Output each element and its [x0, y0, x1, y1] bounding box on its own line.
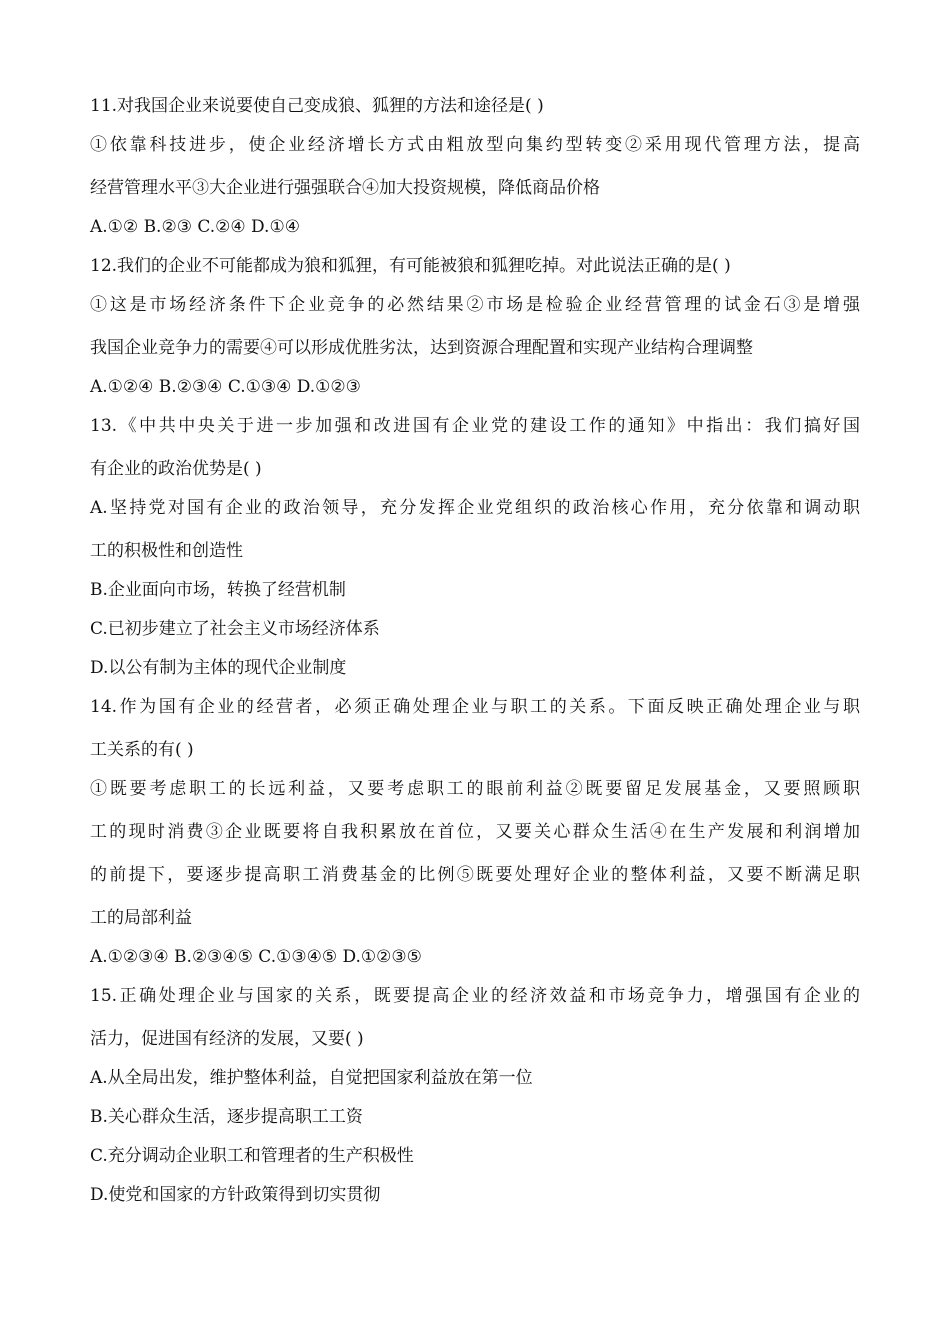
answer-options: A.①②④ B.②③④ C.①③④ D.①②③ [90, 377, 361, 397]
question-statements: 工的现时消费③企业既要将自我积累放在首位，又要关心群众生活④在生产发展和利润增加 [90, 822, 860, 842]
question-stem: 11.对我国企业来说要使自己变成狼、狐狸的方法和途径是( ) [90, 96, 544, 116]
option-b: B.关心群众生活，逐步提高职工工资 [90, 1107, 363, 1127]
question-statements: 我国企业竞争力的需要④可以形成优胜劣汰，达到资源合理配置和实现产业结构合理调整 [90, 338, 753, 358]
document-page [90, 96, 860, 1224]
option-c: C.已初步建立了社会主义市场经济体系 [90, 619, 380, 639]
option-a: A.坚持党对国有企业的政治领导，充分发挥企业党组织的政治核心作用，充分依靠和调动职 [90, 498, 860, 518]
question-stem: 工关系的有( ) [90, 740, 194, 760]
option-a: A.从全局出发，维护整体利益，自觉把国家利益放在第一位 [90, 1068, 533, 1088]
question-statements: ①既要考虑职工的长远利益，又要考虑职工的眼前利益②既要留足发展基金，又要照顾职 [90, 779, 860, 799]
question-statements: 的前提下，要逐步提高职工消费基金的比例⑤既要处理好企业的整体利益，又要不断满足职 [90, 865, 860, 885]
question-stem: 12.我们的企业不可能都成为狼和狐狸，有可能被狼和狐狸吃掉。对此说法正确的是( ) [90, 256, 731, 276]
option-b: B.企业面向市场，转换了经营机制 [90, 580, 346, 600]
question-12 [90, 256, 860, 397]
question-statements: 经营管理水平③大企业进行强强联合④加大投资规模，降低商品价格 [90, 178, 600, 198]
question-stem: 有企业的政治优势是( ) [90, 459, 262, 479]
option-a: 工的积极性和创造性 [90, 541, 243, 561]
option-d: D.以公有制为主体的现代企业制度 [90, 658, 347, 678]
option-c: C.充分调动企业职工和管理者的生产积极性 [90, 1146, 414, 1166]
answer-options: A.①② B.②③ C.②④ D.①④ [90, 217, 300, 237]
question-stem: 13.《中共中央关于进一步加强和改进国有企业党的建设工作的通知》中指出：我们搞好国 [90, 416, 860, 436]
question-statements: ①依靠科技进步，使企业经济增长方式由粗放型向集约型转变②采用现代管理方法，提高 [90, 135, 860, 155]
answer-options: A.①②③④ B.②③④⑤ C.①③④⑤ D.①②③⑤ [90, 947, 422, 967]
question-14 [90, 697, 860, 967]
question-11 [90, 96, 860, 237]
question-stem: 活力，促进国有经济的发展，又要( ) [90, 1029, 364, 1049]
question-stem: 14.作为国有企业的经营者，必须正确处理企业与职工的关系。下面反映正确处理企业与职 [90, 697, 860, 717]
question-statements: ①这是市场经济条件下企业竞争的必然结果②市场是检验企业经营管理的试金石③是增强 [90, 295, 860, 315]
question-13 [90, 416, 860, 678]
question-statements: 工的局部利益 [90, 908, 192, 928]
option-d: D.使党和国家的方针政策得到切实贯彻 [90, 1185, 381, 1205]
question-stem: 15.正确处理企业与国家的关系，既要提高企业的经济效益和市场竞争力，增强国有企业的 [90, 986, 860, 1006]
question-15 [90, 986, 860, 1205]
